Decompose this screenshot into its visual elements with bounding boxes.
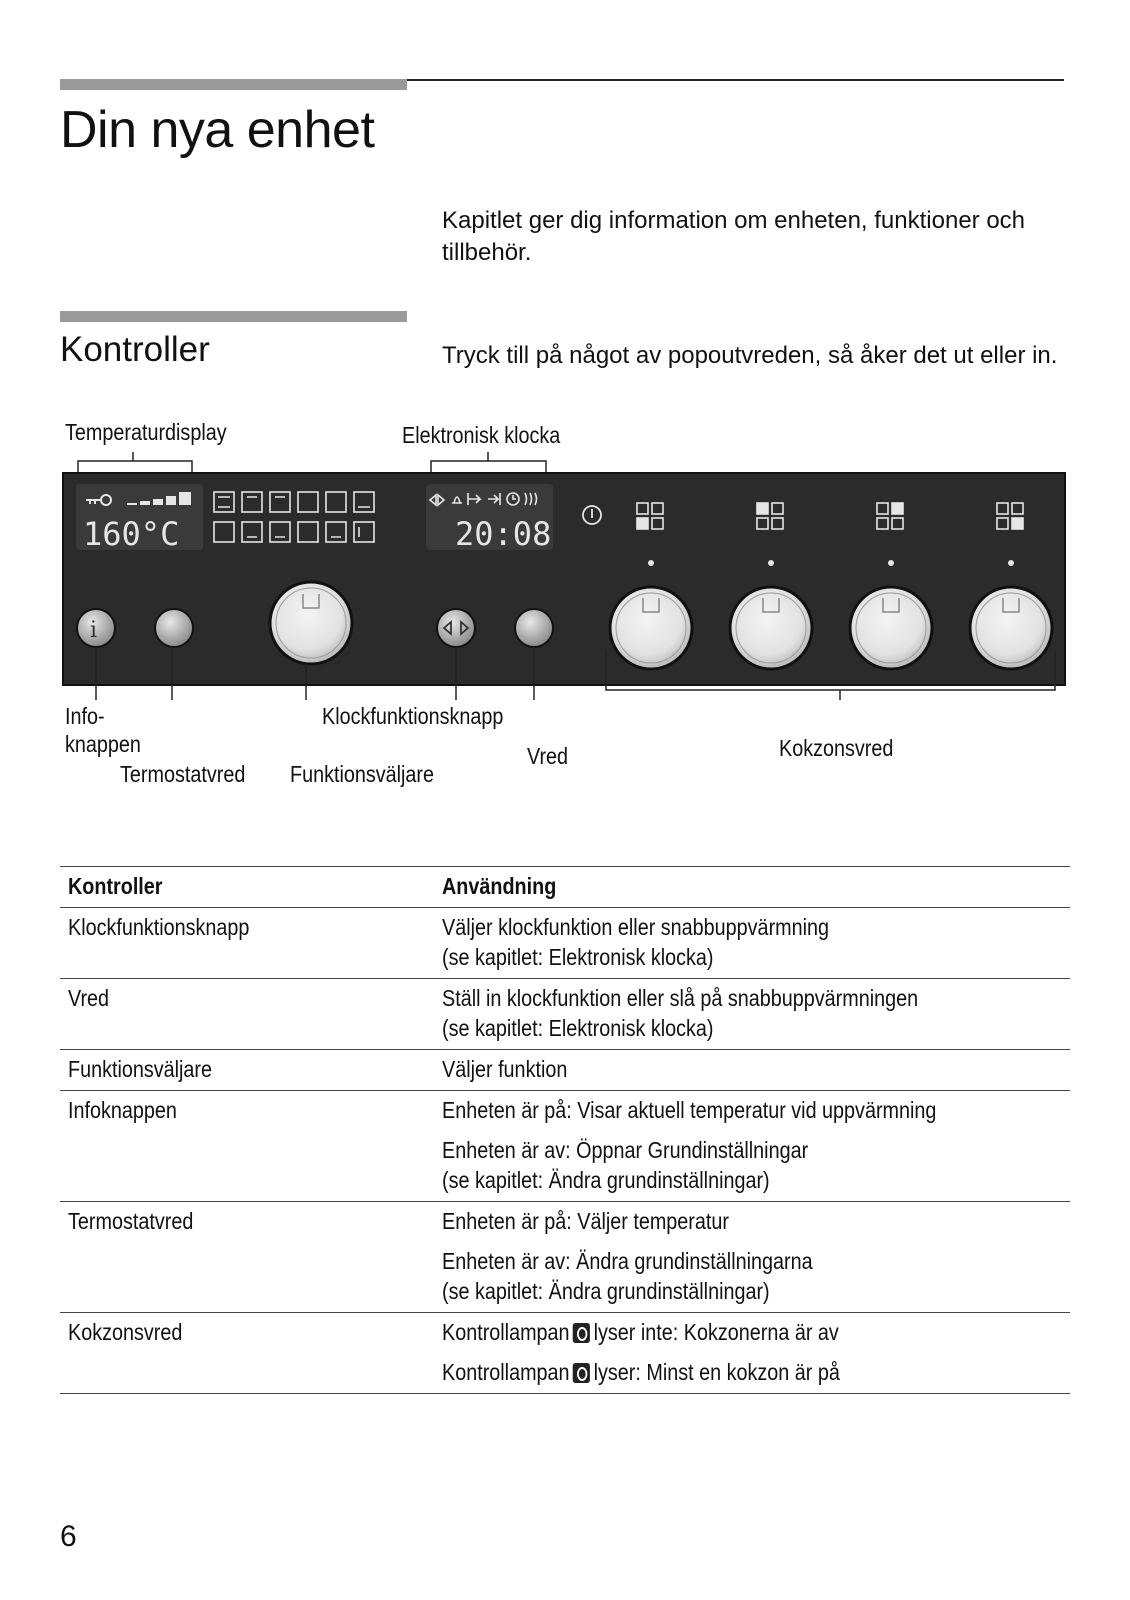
table-cell-control: Vred [68,985,110,1011]
label-info-line2: knappen [65,731,141,757]
thermostat-knob [155,609,193,647]
indicator-lamp-icon [573,1363,590,1383]
cooking-zone-knob-1 [610,587,692,669]
table-header-row [60,866,1070,908]
table-cell-control: Termostatvred [68,1208,194,1234]
page-number: 6 [60,1520,77,1553]
table-row [60,1202,1070,1313]
label-kokzonsvred: Kokzonsvred [779,735,894,761]
usage-line: Väljer funktion [442,1056,568,1082]
label-info-line1: Info- [65,703,105,729]
label-vred: Vred [527,743,569,769]
table-cell-usage [442,979,1070,1049]
section-title: Kontroller [60,330,210,369]
usage-line: Enheten är av: Öppnar Grundinställningar [442,1137,809,1163]
header-rule-line [407,79,1064,81]
header-rule-gray [60,79,407,90]
label-funktionsvaljare: Funktionsväljare [290,761,435,787]
cooking-zone-knob-4 [970,587,1052,669]
label-termostatvred: Termostatvred [120,761,246,787]
function-selector-knob [270,582,352,664]
table-header-usage: Användning [442,873,557,899]
temperature-readout: 160°C [83,515,180,553]
table-cell-control: Funktionsväljare [68,1056,213,1082]
usage-line: (se kapitlet: Ändra grundinställningar) [442,1278,770,1304]
table-header-controls: Kontroller [68,873,163,899]
section-rule-gray [60,311,407,322]
table-cell-control: Kokzonsvred [68,1319,183,1345]
table-row [60,1091,1070,1202]
label-klockfunktionsknapp: Klockfunktionsknapp [322,703,504,729]
label-temperaturdisplay: Temperaturdisplay [65,419,227,445]
cooking-zone-knob-3 [850,587,932,669]
page-title: Din nya enhet [60,101,375,159]
table-row [60,1050,1070,1091]
clock-knob [515,609,553,647]
usage-line: Enheten är på: Visar aktuell temperatur vid uppvärmning [442,1097,937,1123]
usage-line: Ställ in klockfunktion eller slå på snabbuppvärmningen [442,985,919,1011]
control-panel-diagram [0,440,1130,700]
table-row [60,979,1070,1050]
intro-text: Kapitlet ger dig information om enheten, funktioner och tillbehör. [442,207,1026,266]
clock-readout: 20:08 [455,515,552,553]
table-cell-control: Klockfunktionsknapp [68,914,250,940]
usage-line: Enheten är på: Väljer temperatur [442,1208,729,1234]
callout-elektronisk-klocka [431,452,546,475]
usage-line: (se kapitlet: Elektronisk klocka) [442,944,714,970]
info-button-symbol: i [90,618,98,643]
usage-line: Enheten är av: Ändra grundinställningarna [442,1248,813,1274]
controls-table [60,866,1070,1394]
cooking-zone-knob-2 [730,587,812,669]
label-elektronisk-klocka: Elektronisk klocka [402,422,561,448]
table-cell-usage [442,908,1070,978]
section-text: Tryck till på något av popoutvreden, så åker det ut eller in. [442,342,1058,369]
indicator-lamp-icon [573,1323,590,1343]
table-cell-usage [442,1202,1070,1312]
kokzon-line-2: Kontrollampan lyser: Minst en kokzon är på [442,1359,840,1385]
table-row-kokzonsvred [60,1313,1070,1394]
callout-temperaturdisplay [78,452,192,475]
usage-line: Väljer klockfunktion eller snabbuppvärmning [442,914,830,940]
table-row [60,908,1070,979]
usage-line: (se kapitlet: Elektronisk klocka) [442,1015,714,1041]
usage-line: (se kapitlet: Ändra grundinställningar) [442,1167,770,1193]
table-cell-usage [442,1050,1070,1090]
table-cell-usage [442,1091,1070,1201]
kokzon-line-1: Kontrollampan lyser inte: Kokzonerna är av [442,1319,839,1345]
table-cell-control: Infoknappen [68,1097,177,1123]
